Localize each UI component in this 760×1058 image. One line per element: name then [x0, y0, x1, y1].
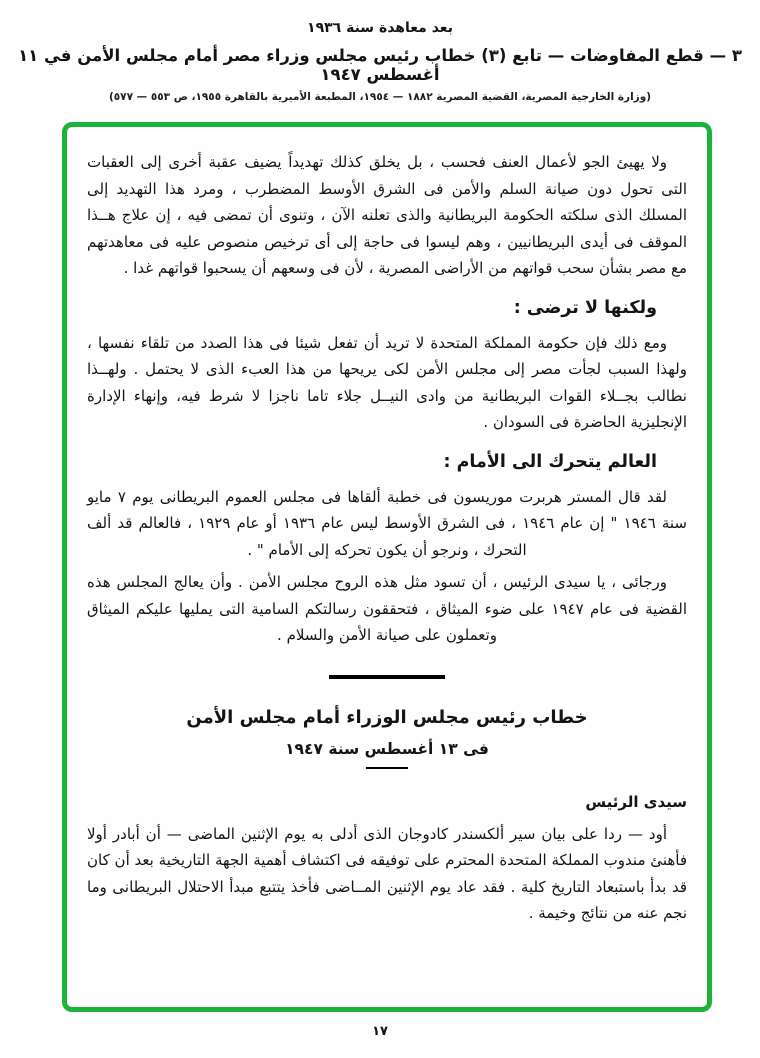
page-number: ١٧ — [372, 1024, 388, 1039]
body-paragraph-3: لقد قال المستر هربرت موريسون فى خطبة ألقاها فى مجلس العموم البريطانى يوم ٧ مايو سنة ١٩٤٦ " إن عام ١٩٤٦ ، فى الشرق الأوسط ليس عام ١٩٣٦ أو عام ١٩٢٩ ، فالعالم قد ألف التحرك ، ونرجو أن يكون تحركه إلى الأمام " . — [87, 487, 688, 559]
section-separator-rule — [329, 675, 445, 679]
body-paragraph-4: ورجائى ، يا سيدى الرئيس ، أن تسود مثل هذه الروح مجلس الأمن . وأن يعالج المجلس هذه القضية فى عام ١٩٤٧ على ضوء الميثاق ، فتحققون رسالتكم السامية التى يمليها عليكم الميثاق وتعملون على صيانة الأمن والسلام . — [87, 573, 688, 644]
body-paragraph-1: ولا يهيئ الجو لأعمال العنف فحسب ، بل يخلق كذلك تهديداً يضيف عقبة أخرى إلى العقبات التى تحول دون صيانة السلم والأمن فى الشرق الأوسط المضطرب ، ومرد هذا التهديد إلى المسلك الذى سلكته الحكومة البريطانية والذى تعلنه الآن ، وتنوى أن تمضى فيه ، إن علاج هــذا الموقف فى أيدى البريطانيين ، وهم ليسوا فى حاجة إلى أى ترخيص منصوص عليه فى معاهدتهم مع مصر بشأن سحب قواتهم من الأراضى المصرية ، لأن فى وسعهم أن يسحبوا قواتهم غدا . — [87, 153, 687, 277]
sub-heading-world-moves-forward: العالم يتحرك الى الأمام : — [443, 451, 657, 472]
speech-section-date: فى ١٣ أغسطس سنة ١٩٤٧ — [285, 739, 489, 758]
header-item-title: ٣ — قطع المفاوضات — تابع (٣) خطاب رئيس مجلس وزراء مصر أمام مجلس الأمن في ١١ أغسطس ١٩٤٧ — [18, 46, 742, 84]
sub-heading-but-it-refuses: ولكنها لا ترضى : — [513, 297, 657, 318]
header-source-citation: (وزارة الخارجية المصرية، القضية المصرية ١٨٨٢ — ١٩٥٤، المطبعة الأميرية بالقاهرة ١٩٥٥، ص ٥٥٣ — ٥٧٧) — [108, 91, 652, 103]
body-paragraph-5: أود — ردا على بيان سير ألكسندر كادوجان الذى أدلى به يوم الإثنين الماضى — أن أبادر أولا فأهنئ مندوب المملكة المتحدة المحترم على توفيقه فى اكتشاف أهمية الجهة التاريخية بعد أن كان قد بدأ باستبعاد التاريخ كلية . فقد عاد يوم الإثنين المــاضى فأخذ يتتبع مبدأ الاحتلال البريطانى وما نجم عنه من نتائج وخيمة . — [87, 824, 687, 922]
page-header — [0, 20, 760, 103]
header-chapter-title: بعد معاهدة سنة ١٩٣٦ — [307, 20, 453, 36]
body-paragraph-2: ومع ذلك فإن حكومة المملكة المتحدة لا تريد أن تفعل شيئا فى هذا الصدد من تلقاء نفسها ، ولهذا السبب لجأت مصر إلى مجلس الأمن لكى يريحها من هذا العبء الذى لا يحتمل . ولهــذا نطالب بجــلاء القوات البريطانية من وادى النيــل جلاء تاما ناجزا لا شرط فيه، وإنهاء الإدارة الإنجليزية الحاضرة فى السودان . — [87, 333, 687, 431]
title-underline-dash — [366, 767, 408, 769]
salutation-mr-president: سيدى الرئيس — [585, 792, 687, 811]
green-highlight-frame — [62, 122, 712, 1012]
speech-section-title: خطاب رئيس مجلس الوزراء أمام مجلس الأمن — [186, 706, 588, 728]
